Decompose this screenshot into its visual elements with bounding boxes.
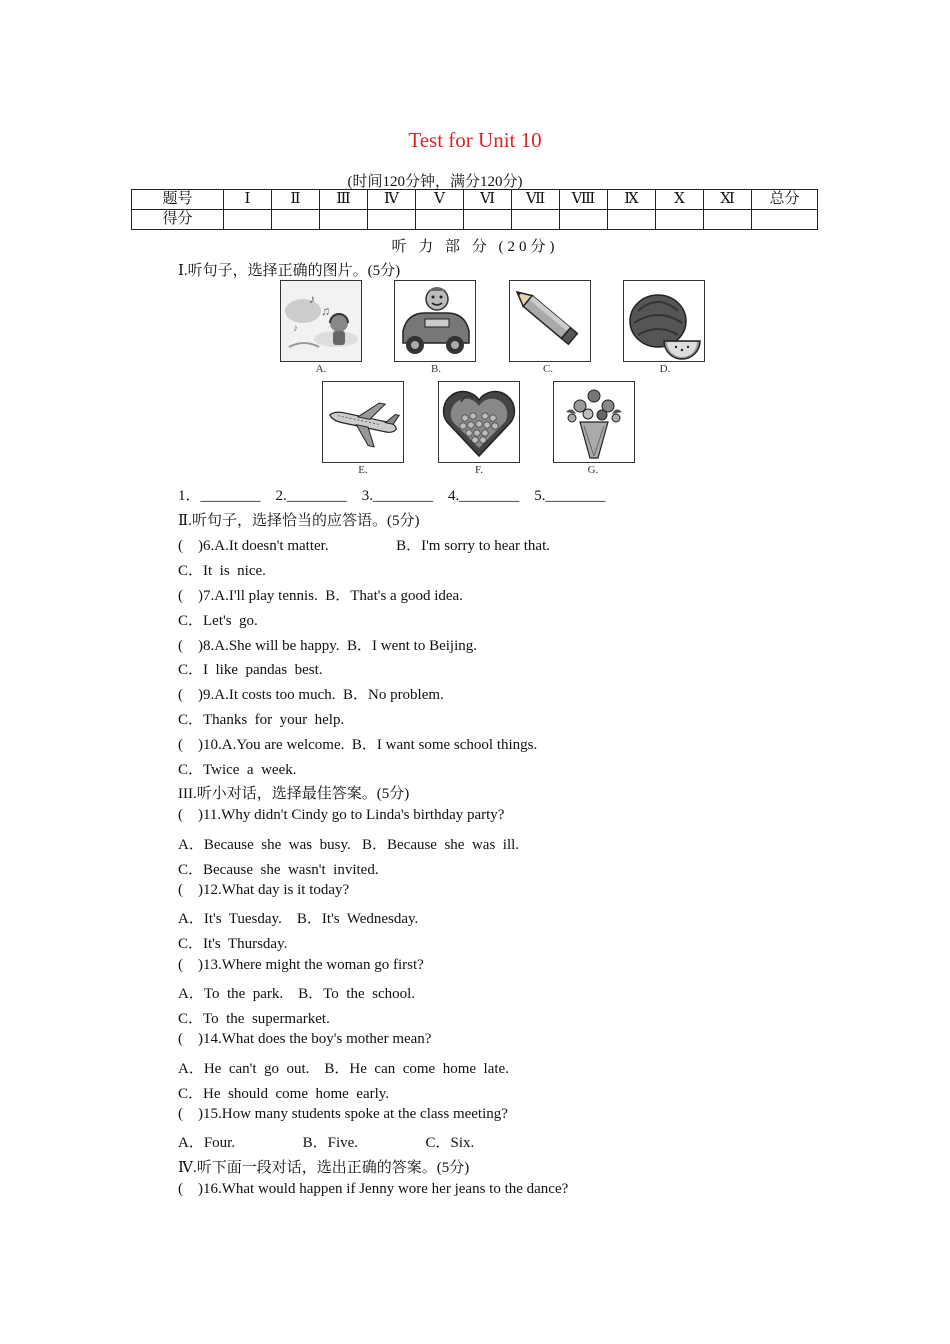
question-line: ( )8.A.She will be happy. B．I went to Beijing. bbox=[178, 638, 477, 654]
picture-c bbox=[509, 280, 591, 362]
question-line: ( )9.A.It costs too much. B．No problem. bbox=[178, 687, 444, 703]
question-line: C．I like pandas best. bbox=[178, 662, 323, 678]
question-line: C．Twice a week. bbox=[178, 762, 297, 778]
question-line: C．Thanks for your help. bbox=[178, 712, 345, 728]
score-cell: Ⅴ bbox=[416, 190, 464, 210]
picture-label: C. bbox=[542, 363, 554, 375]
score-cell: 得分 bbox=[132, 210, 224, 230]
question-line: C．It is nice. bbox=[178, 563, 266, 579]
picture-label: F. bbox=[475, 464, 483, 476]
picture-d bbox=[623, 280, 705, 362]
score-table-header-row bbox=[132, 190, 818, 210]
question-line: C．To the supermarket. bbox=[178, 1011, 330, 1027]
score-cell: Ⅲ bbox=[320, 190, 368, 210]
score-cell: Ⅸ bbox=[608, 190, 656, 210]
score-blank bbox=[752, 210, 818, 230]
svg-text:♪: ♪ bbox=[309, 292, 315, 306]
question-line: A．He can't go out. B．He can come home late. bbox=[178, 1061, 509, 1077]
score-cell: 总分 bbox=[752, 190, 818, 210]
score-blank bbox=[416, 210, 464, 230]
picture-label: G. bbox=[587, 464, 599, 476]
score-cell: 题号 bbox=[132, 190, 224, 210]
score-blank bbox=[272, 210, 320, 230]
question-line: A．Four. B．Five. C．Six. bbox=[178, 1135, 475, 1151]
score-cell: Ⅹ bbox=[656, 190, 704, 210]
score-table-score-row bbox=[132, 210, 818, 230]
score-blank bbox=[224, 210, 272, 230]
question-line: ( )13.Where might the woman go first? bbox=[178, 957, 424, 973]
time-score-note: (时间120分钟，满分120分) bbox=[347, 174, 523, 190]
boy-driving-car-icon bbox=[395, 281, 475, 361]
question-line: A．Because she was busy. B．Because she was ill. bbox=[178, 837, 520, 853]
question-line: C．It's Thursday. bbox=[178, 936, 288, 952]
page-title: Test for Unit 10 bbox=[408, 128, 542, 152]
picture-f bbox=[438, 381, 520, 463]
score-blank bbox=[704, 210, 752, 230]
score-blank bbox=[320, 210, 368, 230]
picture-g bbox=[553, 381, 635, 463]
picture-label: B. bbox=[430, 363, 442, 375]
question-line: A．It's Tuesday. B．It's Wednesday. bbox=[178, 911, 419, 927]
watermelon-icon bbox=[624, 281, 704, 361]
part3-heading: III.听小对话，选择最佳答案。(5分) bbox=[178, 786, 410, 802]
picture-e bbox=[322, 381, 404, 463]
question-line: A．To the park. B．To the school. bbox=[178, 986, 416, 1002]
part4-heading: Ⅳ.听下面一段对话，选出正确的答案。(5分) bbox=[178, 1160, 470, 1176]
picture-a bbox=[280, 280, 362, 362]
score-cell: Ⅰ bbox=[224, 190, 272, 210]
question-line: ( )12.What day is it today? bbox=[178, 882, 350, 898]
question-line: ( )15.How many students spoke at the class meeting? bbox=[178, 1106, 508, 1122]
part1-heading: Ⅰ.听句子，选择正确的图片。(5分) bbox=[178, 263, 401, 279]
picture-label: D. bbox=[659, 363, 671, 375]
question-line: ( )7.A.I'll play tennis. B．That's a good idea. bbox=[178, 588, 463, 604]
question-line: ( )16.What would happen if Jenny wore her jeans to the dance? bbox=[178, 1181, 569, 1197]
airplane-icon bbox=[323, 382, 403, 462]
score-cell: Ⅶ bbox=[512, 190, 560, 210]
part1-answer-blanks: 1．________ 2.________ 3.________ 4.________ 5.________ bbox=[178, 488, 606, 504]
score-blank bbox=[464, 210, 512, 230]
score-blank bbox=[512, 210, 560, 230]
question-line: C．Because she wasn't invited. bbox=[178, 862, 379, 878]
heart-chocolate-box-icon bbox=[439, 382, 519, 462]
question-line: ( )11.Why didn't Cindy go to Linda's birthday party? bbox=[178, 807, 505, 823]
score-cell: Ⅳ bbox=[368, 190, 416, 210]
score-cell: Ⅺ bbox=[704, 190, 752, 210]
part2-heading: Ⅱ.听句子，选择恰当的应答语。(5分) bbox=[178, 513, 420, 529]
score-blank bbox=[368, 210, 416, 230]
question-line: ( )6.A.It doesn't matter. B．I'm sorry to hear that. bbox=[178, 538, 551, 554]
svg-text:♪: ♪ bbox=[293, 323, 298, 334]
score-blank bbox=[560, 210, 608, 230]
question-line: C．Let's go. bbox=[178, 613, 258, 629]
picture-b bbox=[394, 280, 476, 362]
score-blank bbox=[656, 210, 704, 230]
flower-bouquet-icon bbox=[554, 382, 634, 462]
question-line: ( )10.A.You are welcome. B．I want some school things. bbox=[178, 737, 538, 753]
music-listening-icon bbox=[281, 281, 361, 361]
score-cell: Ⅵ bbox=[464, 190, 512, 210]
picture-label: A. bbox=[315, 363, 327, 375]
score-table bbox=[131, 189, 818, 230]
svg-text:♫: ♫ bbox=[321, 304, 330, 318]
score-cell: Ⅷ bbox=[560, 190, 608, 210]
pencil-icon bbox=[510, 281, 590, 361]
listening-section-heading: 听 力 部 分 (20分) bbox=[391, 239, 559, 255]
score-cell: Ⅱ bbox=[272, 190, 320, 210]
question-line: C．He should come home early. bbox=[178, 1086, 390, 1102]
question-line: ( )14.What does the boy's mother mean? bbox=[178, 1031, 432, 1047]
score-blank bbox=[608, 210, 656, 230]
picture-label: E. bbox=[358, 464, 368, 476]
